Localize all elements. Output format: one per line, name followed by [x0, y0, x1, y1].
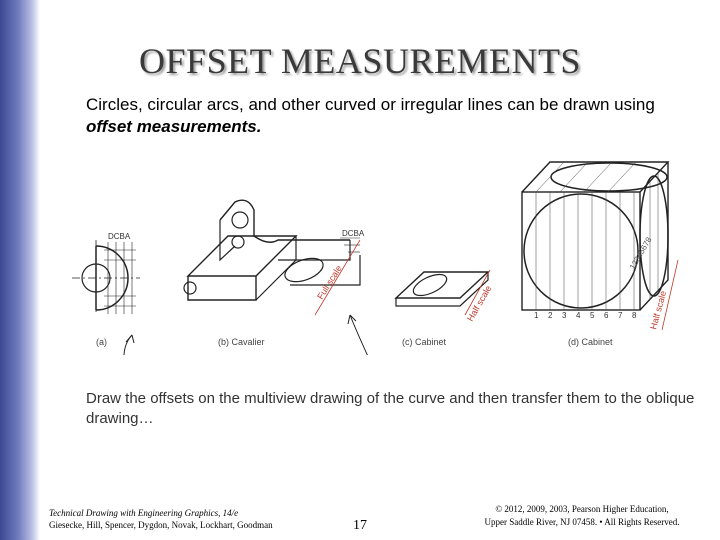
- ruler-numbers-d: [534, 311, 637, 320]
- scale-label-half-d: Half scale: [648, 289, 669, 331]
- intro-emphasis: offset measurements.: [86, 117, 262, 136]
- figure-label-d: (d) Cabinet: [568, 337, 613, 347]
- ruler-number: 8: [632, 311, 637, 320]
- page-number: 17: [353, 518, 367, 533]
- scale-label-full: Full scale: [315, 263, 344, 302]
- intro-text: Circles, circular arcs, and other curved or irregular lines can be drawn using: [86, 95, 655, 114]
- ruler-number: 3: [562, 311, 567, 320]
- view-b-cavalier: [184, 200, 360, 315]
- ruler-number: 4: [576, 311, 581, 320]
- figure-label-b: (b) Cavalier: [218, 337, 265, 347]
- figure-label-a: (a): [96, 337, 107, 347]
- intro-paragraph: [86, 94, 686, 138]
- offset-letters-b: DCBA: [342, 229, 365, 238]
- footer-book-info: [49, 507, 273, 531]
- footer-book-title: Technical Drawing with Engineering Graphics, 14/e: [49, 508, 239, 518]
- footer-copyright: [457, 503, 707, 529]
- copyright-line-1: © 2012, 2009, 2003, Pearson Higher Education,: [495, 504, 669, 514]
- ruler-number: 5: [590, 311, 595, 320]
- ruler-number: 2: [548, 311, 553, 320]
- diagonal-numbers-d: 12345678: [627, 235, 654, 271]
- figure-label-c: (c) Cabinet: [402, 337, 447, 347]
- offset-letters-a: DCBA: [108, 232, 131, 241]
- ruler-number: 6: [604, 311, 609, 320]
- offset-figure: [60, 150, 700, 355]
- ruler-number: 1: [534, 311, 539, 320]
- caption-arrows: [124, 315, 565, 355]
- caption-text: Draw the offsets on the multiview drawing of the curve and then transfer them to the oblique drawing…: [86, 390, 695, 427]
- scale-label-half-c: Half scale: [465, 283, 494, 323]
- footer-authors: Giesecke, Hill, Spencer, Dygdon, Novak, Lockhart, Goodman: [49, 520, 273, 530]
- copyright-line-2: Upper Saddle River, NJ 07458. • All Rights Reserved.: [484, 517, 680, 527]
- slide-title: OFFSET MEASUREMENTS: [139, 41, 581, 81]
- view-a-multiview: [72, 240, 140, 315]
- ruler-number: 7: [618, 311, 623, 320]
